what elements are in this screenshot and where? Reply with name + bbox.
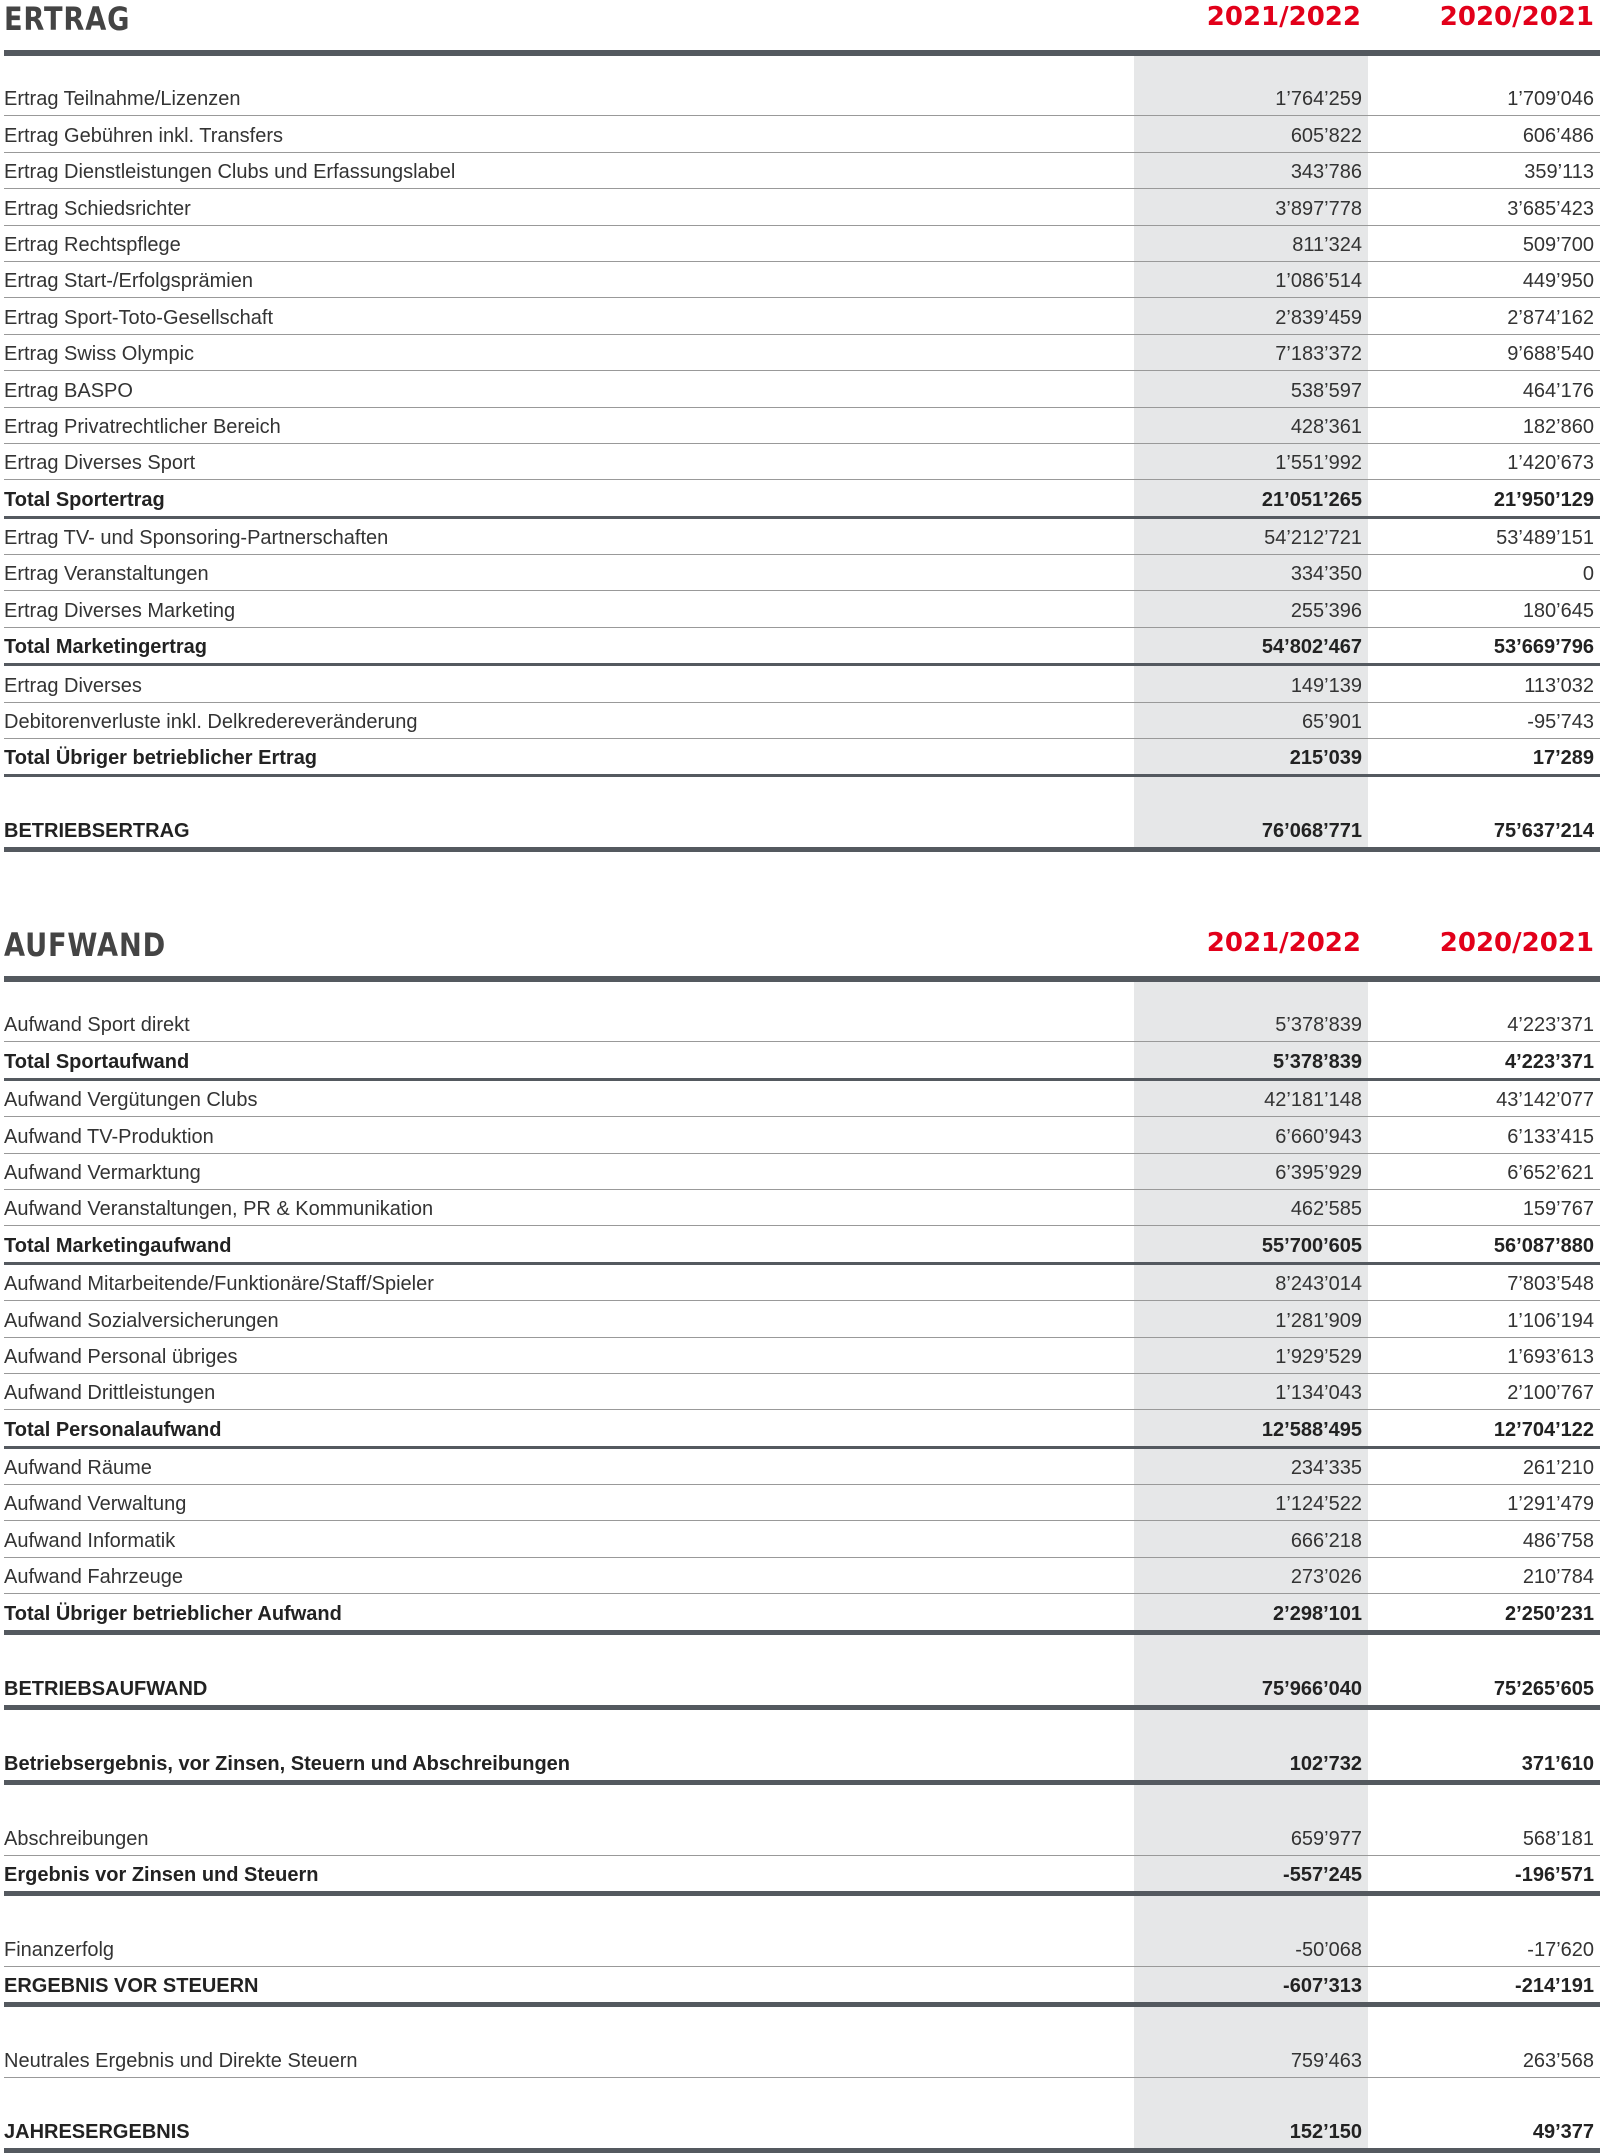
- table-row: [4, 1374, 1600, 1410]
- value-2021-2022: 65’901: [1301, 711, 1362, 734]
- value-2020-2021: 1’420’673: [1507, 452, 1594, 475]
- value-2020-2021: 159’767: [1522, 1198, 1594, 1221]
- table-row: [4, 1117, 1600, 1153]
- value-2021-2022: 1’134’043: [1275, 1382, 1362, 1405]
- table-row: [4, 703, 1600, 739]
- row-label: Aufwand Fahrzeuge: [4, 1566, 184, 1589]
- value-2020-2021: 53’669’796: [1493, 636, 1594, 659]
- table-row: [4, 2007, 1600, 2078]
- value-2021-2022: 273’026: [1290, 1566, 1362, 1589]
- value-2021-2022: 5’378’839: [1273, 1050, 1362, 1073]
- table-row: [4, 153, 1600, 189]
- value-2021-2022: 759’463: [1290, 2050, 1362, 2073]
- row-label: BETRIEBSAUFWAND: [4, 1677, 208, 1700]
- value-2021-2022: 1’086’514: [1275, 270, 1362, 293]
- table-row: [4, 555, 1600, 591]
- table-row: [4, 262, 1600, 298]
- ertrag-rows: [4, 80, 1600, 852]
- table-row: [4, 1594, 1600, 1634]
- value-2020-2021: 1’291’479: [1507, 1493, 1594, 1516]
- row-label: Ertrag Swiss Olympic: [4, 343, 195, 366]
- value-2021-2022: 7’183’372: [1275, 343, 1362, 366]
- table-row: [4, 408, 1600, 444]
- value-2020-2021: 6’133’415: [1507, 1125, 1594, 1148]
- value-2020-2021: 371’610: [1521, 1752, 1594, 1775]
- value-2021-2022: 2’839’459: [1275, 306, 1362, 329]
- row-label: Ertrag Privatrechtlicher Bereich: [4, 415, 281, 438]
- value-2021-2022: -50’068: [1295, 1939, 1362, 1962]
- table-row: [4, 1265, 1600, 1301]
- value-2021-2022: 659’977: [1290, 1827, 1362, 1850]
- value-2020-2021: 261’210: [1522, 1457, 1594, 1480]
- value-2020-2021: 180’645: [1522, 599, 1594, 622]
- row-label: Total Marketingertrag: [4, 636, 207, 659]
- value-2021-2022: 1’281’909: [1275, 1309, 1362, 1332]
- row-label: Neutrales Ergebnis und Direkte Steuern: [4, 2050, 358, 2073]
- row-label: Total Übriger betrieblicher Aufwand: [4, 1602, 342, 1625]
- row-label: Aufwand TV-Produktion: [4, 1125, 214, 1148]
- value-2020-2021: 43’142’077: [1496, 1089, 1594, 1112]
- value-2021-2022: 255’396: [1290, 599, 1362, 622]
- row-label: Aufwand Mitarbeitende/Funktionäre/Staff/Spieler: [4, 1273, 434, 1296]
- value-2021-2022: 215’039: [1289, 747, 1362, 770]
- value-2021-2022: 6’395’929: [1275, 1161, 1362, 1184]
- value-2021-2022: 3’897’778: [1275, 197, 1362, 220]
- value-2021-2022: 428’361: [1290, 415, 1362, 438]
- value-2020-2021: 486’758: [1522, 1529, 1594, 1552]
- ertrag-header: [4, 0, 1600, 50]
- value-2020-2021: 4’223’371: [1505, 1050, 1594, 1073]
- table-row: [4, 519, 1600, 555]
- value-2021-2022: 12’588’495: [1261, 1418, 1362, 1441]
- value-2021-2022: 149’139: [1290, 674, 1362, 697]
- row-label: Betriebsergebnis, vor Zinsen, Steuern und Abschreibungen: [4, 1752, 571, 1775]
- value-2020-2021: 449’950: [1522, 270, 1594, 293]
- value-2020-2021: 56’087’880: [1493, 1234, 1594, 1257]
- table-row: [4, 1896, 1600, 1967]
- row-label: Aufwand Drittleistungen: [4, 1382, 216, 1405]
- value-2021-2022: 1’551’992: [1275, 452, 1362, 475]
- table-row: [4, 591, 1600, 627]
- aufwand-table: [4, 982, 1600, 2153]
- value-2020-2021: 49’377: [1532, 2121, 1594, 2144]
- value-2020-2021: -214’191: [1515, 1975, 1594, 1998]
- table-row: [4, 444, 1600, 480]
- value-2021-2022: 76’068’771: [1261, 820, 1362, 843]
- table-row: [4, 1410, 1600, 1448]
- row-label: Aufwand Verwaltung: [4, 1493, 187, 1516]
- value-2020-2021: 210’784: [1522, 1566, 1594, 1589]
- ertrag-section: [4, 0, 1600, 852]
- table-row: [4, 116, 1600, 152]
- aufwand-header: [4, 926, 1600, 976]
- value-2020-2021: 2’100’767: [1507, 1382, 1594, 1405]
- row-label: Total Übriger betrieblicher Ertrag: [4, 747, 318, 770]
- value-2020-2021: 464’176: [1522, 379, 1594, 402]
- table-row: [4, 1154, 1600, 1190]
- year-column-header: 2020/2021: [1439, 928, 1594, 958]
- row-label: Aufwand Sozialversicherungen: [4, 1309, 279, 1332]
- table-row: [4, 80, 1600, 116]
- table-row: [4, 1042, 1600, 1080]
- row-label: Aufwand Informatik: [4, 1529, 176, 1552]
- value-2021-2022: 5’378’839: [1275, 1014, 1362, 1037]
- value-2021-2022: 1’124’522: [1275, 1493, 1362, 1516]
- table-row: [4, 480, 1600, 518]
- value-2021-2022: 8’243’014: [1275, 1273, 1362, 1296]
- row-label: Total Personalaufwand: [4, 1418, 222, 1441]
- row-label: Finanzerfolg: [4, 1939, 115, 1962]
- aufwand-rows: [4, 1006, 1600, 2153]
- value-2020-2021: 75’265’605: [1493, 1677, 1594, 1700]
- row-label: Ertrag Schiedsrichter: [4, 197, 191, 220]
- table-row: [4, 1338, 1600, 1374]
- row-label: ERGEBNIS VOR STEUERN: [4, 1975, 259, 1998]
- value-2020-2021: -196’571: [1515, 1864, 1594, 1887]
- row-label: Ertrag Diverses Marketing: [4, 599, 236, 622]
- table-row: [4, 1558, 1600, 1594]
- value-2021-2022: 605’822: [1290, 124, 1362, 147]
- row-label: Ertrag TV- und Sponsoring-Partnerschaften: [4, 527, 389, 550]
- value-2020-2021: 21’950’129: [1493, 488, 1594, 511]
- row-label: Aufwand Veranstaltungen, PR & Kommunikation: [4, 1198, 434, 1221]
- value-2021-2022: 462’585: [1290, 1198, 1362, 1221]
- row-label: Ertrag Rechtspflege: [4, 233, 181, 256]
- value-2020-2021: 75’637’214: [1493, 820, 1594, 843]
- ertrag-table: [4, 56, 1600, 852]
- table-row: [4, 739, 1600, 777]
- value-2021-2022: 54’802’467: [1261, 636, 1362, 659]
- row-label: Ertrag Diverses: [4, 674, 142, 697]
- value-2021-2022: 666’218: [1290, 1529, 1362, 1552]
- row-label: Ertrag Diverses Sport: [4, 452, 196, 475]
- row-label: Ergebnis vor Zinsen und Steuern: [4, 1864, 319, 1887]
- value-2020-2021: 509’700: [1522, 233, 1594, 256]
- table-row: [4, 1710, 1600, 1785]
- value-2020-2021: 182’860: [1522, 415, 1594, 438]
- value-2021-2022: 2’298’101: [1273, 1602, 1362, 1625]
- year-column-header: 2021/2022: [1206, 2, 1361, 32]
- table-row: [4, 226, 1600, 262]
- value-2021-2022: 152’150: [1289, 2121, 1362, 2144]
- value-2020-2021: 7’803’548: [1507, 1273, 1594, 1296]
- row-label: Ertrag Sport-Toto-Gesellschaft: [4, 306, 273, 329]
- table-row: [4, 371, 1600, 407]
- year-column-header: 2020/2021: [1439, 2, 1594, 32]
- value-2020-2021: 17’289: [1532, 747, 1594, 770]
- row-label: Aufwand Räume: [4, 1457, 152, 1480]
- year-column-header: 2021/2022: [1206, 928, 1361, 958]
- value-2021-2022: 54’212’721: [1264, 527, 1362, 550]
- row-label: Ertrag Start-/Erfolgsprämien: [4, 270, 253, 293]
- table-row: [4, 1785, 1600, 1856]
- value-2021-2022: -607’313: [1283, 1975, 1362, 1998]
- row-label: Total Sportaufwand: [4, 1050, 190, 1073]
- value-2020-2021: 9’688’540: [1507, 343, 1594, 366]
- table-row: [4, 2078, 1600, 2153]
- table-row: [4, 298, 1600, 334]
- value-2020-2021: 3’685’423: [1507, 197, 1594, 220]
- table-row: [4, 666, 1600, 702]
- table-row: [4, 189, 1600, 225]
- value-2020-2021: 12’704’122: [1493, 1418, 1594, 1441]
- table-row: [4, 777, 1600, 852]
- value-2020-2021: 53’489’151: [1496, 527, 1594, 550]
- value-2020-2021: 568’181: [1522, 1827, 1594, 1850]
- value-2020-2021: 1’709’046: [1507, 88, 1594, 111]
- value-2021-2022: 6’660’943: [1275, 1125, 1362, 1148]
- row-label: Aufwand Personal übriges: [4, 1345, 238, 1368]
- value-2020-2021: 2’874’162: [1507, 306, 1594, 329]
- row-label: Ertrag Gebühren inkl. Transfers: [4, 124, 284, 147]
- table-row: [4, 1006, 1600, 1042]
- row-label: JAHRESERGEBNIS: [4, 2121, 190, 2144]
- table-row: [4, 1856, 1600, 1896]
- table-row: [4, 335, 1600, 371]
- row-label: Debitorenverluste inkl. Delkredereveränderung: [4, 711, 418, 734]
- value-2020-2021: 6’652’621: [1507, 1161, 1594, 1184]
- section-title: AUFWAND: [4, 926, 167, 964]
- value-2021-2022: 21’051’265: [1261, 488, 1362, 511]
- value-2020-2021: -95’743: [1527, 711, 1594, 734]
- table-row: [4, 1190, 1600, 1226]
- value-2021-2022: 102’732: [1289, 1752, 1362, 1775]
- row-label: Total Sportertrag: [4, 488, 165, 511]
- row-label: Ertrag BASPO: [4, 379, 133, 402]
- row-label: Aufwand Sport direkt: [4, 1014, 190, 1037]
- value-2020-2021: 2’250’231: [1505, 1602, 1594, 1625]
- row-label: Aufwand Vermarktung: [4, 1161, 201, 1184]
- value-2021-2022: 75’966’040: [1261, 1677, 1362, 1700]
- value-2021-2022: 1’929’529: [1275, 1345, 1362, 1368]
- row-label: Ertrag Veranstaltungen: [4, 563, 209, 586]
- value-2021-2022: 334’350: [1290, 563, 1362, 586]
- table-row: [4, 1967, 1600, 2007]
- row-label: Aufwand Vergütungen Clubs: [4, 1089, 258, 1112]
- row-label: Total Marketingaufwand: [4, 1234, 232, 1257]
- table-row: [4, 1449, 1600, 1485]
- value-2020-2021: 359’113: [1524, 161, 1594, 184]
- value-2021-2022: 42’181’148: [1264, 1089, 1362, 1112]
- table-row: [4, 1081, 1600, 1117]
- row-label: BETRIEBSERTRAG: [4, 820, 190, 843]
- table-row: [4, 1485, 1600, 1521]
- value-2021-2022: 234’335: [1290, 1457, 1362, 1480]
- value-2020-2021: 113’032: [1524, 674, 1594, 697]
- value-2020-2021: 1’106’194: [1507, 1309, 1594, 1332]
- value-2021-2022: 1’764’259: [1275, 88, 1362, 111]
- value-2020-2021: -17’620: [1527, 1939, 1594, 1962]
- value-2021-2022: 343’786: [1290, 161, 1362, 184]
- value-2021-2022: 811’324: [1292, 233, 1362, 256]
- value-2020-2021: 0: [1582, 563, 1594, 586]
- table-row: [4, 628, 1600, 666]
- value-2020-2021: 4’223’371: [1507, 1014, 1594, 1037]
- aufwand-section: [4, 926, 1600, 2153]
- value-2020-2021: 606’486: [1522, 124, 1594, 147]
- value-2021-2022: 538’597: [1290, 379, 1362, 402]
- row-label: Ertrag Dienstleistungen Clubs und Erfassungslabel: [4, 161, 456, 184]
- table-row: [4, 1635, 1600, 1710]
- value-2021-2022: -557’245: [1283, 1864, 1362, 1887]
- table-row: [4, 1301, 1600, 1337]
- value-2020-2021: 263’568: [1522, 2050, 1594, 2073]
- value-2021-2022: 55’700’605: [1261, 1234, 1362, 1257]
- value-2020-2021: 1’693’613: [1507, 1345, 1594, 1368]
- table-row: [4, 1226, 1600, 1264]
- row-label: Abschreibungen: [4, 1827, 149, 1850]
- table-row: [4, 1521, 1600, 1557]
- row-label: Ertrag Teilnahme/Lizenzen: [4, 88, 241, 111]
- section-title: ERTRAG: [4, 0, 131, 38]
